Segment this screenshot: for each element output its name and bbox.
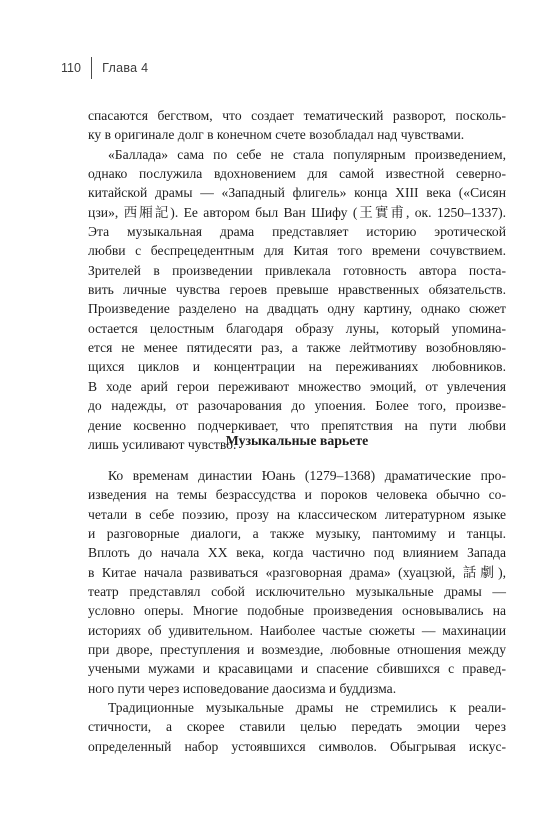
text-line: щихся циклов и концентрации на переживаниях любовников. bbox=[88, 359, 506, 375]
text-line: вить личные чувства героев превыше нравственных обязательств. bbox=[88, 282, 506, 298]
text-line: стичности, а скорее ставили целью передать эмоции через bbox=[88, 719, 506, 735]
text-line: ного пути через исповедование даосизма и буддизма. bbox=[88, 680, 397, 696]
text-line: учеными мужами и красавицами и спасение сбившихся с правед- bbox=[88, 661, 506, 677]
text-line: Зрителей в произведении привлекала готовность автора поста- bbox=[88, 262, 506, 278]
text-line: четали в себе поэзию, прозу на классическом литературном языке bbox=[88, 506, 506, 522]
text-line: изведения на темы безрассудства и пороков человека обычно со- bbox=[88, 487, 506, 503]
text-line: Произведение разделено на двадцать одну картину, однако сюжет bbox=[88, 301, 506, 317]
text-line: при дворе, преступления и возмездие, любовные отношения между bbox=[88, 642, 506, 658]
text-line: Ко временам династии Юань (1279–1368) драматические про- bbox=[108, 468, 506, 483]
text-line: лишь усиливают чувство. bbox=[88, 436, 237, 452]
text-line: Традиционные музыкальные драмы не стремились к реали- bbox=[108, 700, 506, 716]
text-line: «Баллада» сама по себе не стала популярным произведением, bbox=[108, 146, 506, 162]
text-line: однако послужила вдохновением для самой известной северно- bbox=[88, 166, 506, 182]
text-line: Эта музыкальная драма представляет историю эротической bbox=[88, 224, 506, 240]
chapter-label: Глава 4 bbox=[102, 61, 149, 75]
body-text-block-1 bbox=[88, 106, 506, 454]
text-line: любви с беспрецедентным для Китая того времени сочувствием. bbox=[88, 243, 506, 259]
text-line: определенный набор устоявшихся символов. Обыгрывая искус- bbox=[88, 738, 506, 754]
text-line: театр представлял собой исключительно музыкальные драмы — bbox=[88, 584, 506, 600]
text-line: и разговорные диалоги, а также музыку, пантомиму и танцы. bbox=[88, 526, 506, 542]
running-head bbox=[61, 57, 148, 79]
text-line: ку в оригинале долг в конечном счете возобладал над чувствами. bbox=[88, 127, 465, 143]
text-line: до надежды, от разочарования до упоения. Более того, произве- bbox=[88, 398, 506, 414]
text-line: В ходе арий герои переживают множество эмоций, от увлечения bbox=[88, 378, 506, 394]
text-line: историях об удивительном. Наиболее частые сюжеты — махинации bbox=[88, 622, 506, 638]
text-line: дение косвенно подчеркивает, что препятствия на пути любви bbox=[88, 417, 506, 433]
text-line: спасаются бегством, что создает тематический разворот, посколь- bbox=[88, 108, 506, 123]
text-line: остается целостным благодаря образу луны, который упомина- bbox=[88, 320, 506, 336]
text-line: условно оперы. Многие подобные произведения основывались на bbox=[88, 603, 506, 619]
section-heading: Музыкальные варьете bbox=[225, 433, 369, 448]
text-line: Вплоть до начала XX века, когда частично под влиянием Запада bbox=[88, 545, 506, 561]
body-text-block-2 bbox=[88, 466, 506, 756]
page-number: 110 bbox=[61, 61, 81, 75]
text-line: цзи», 西厢記). Ее автором был Ван Шифу (王實甫, ок. 1250–1337). bbox=[88, 204, 506, 220]
text-line: ется не менее пятидесяти раз, а также лейтмотиву возобновляю- bbox=[88, 340, 506, 356]
text-line: в Китае начала развиваться «разговорная драма» (хуацзюй, 話劇), bbox=[88, 564, 506, 580]
text-line: китайской драмы — «Западный флигель» конца XIII века («Сисян bbox=[88, 185, 506, 201]
